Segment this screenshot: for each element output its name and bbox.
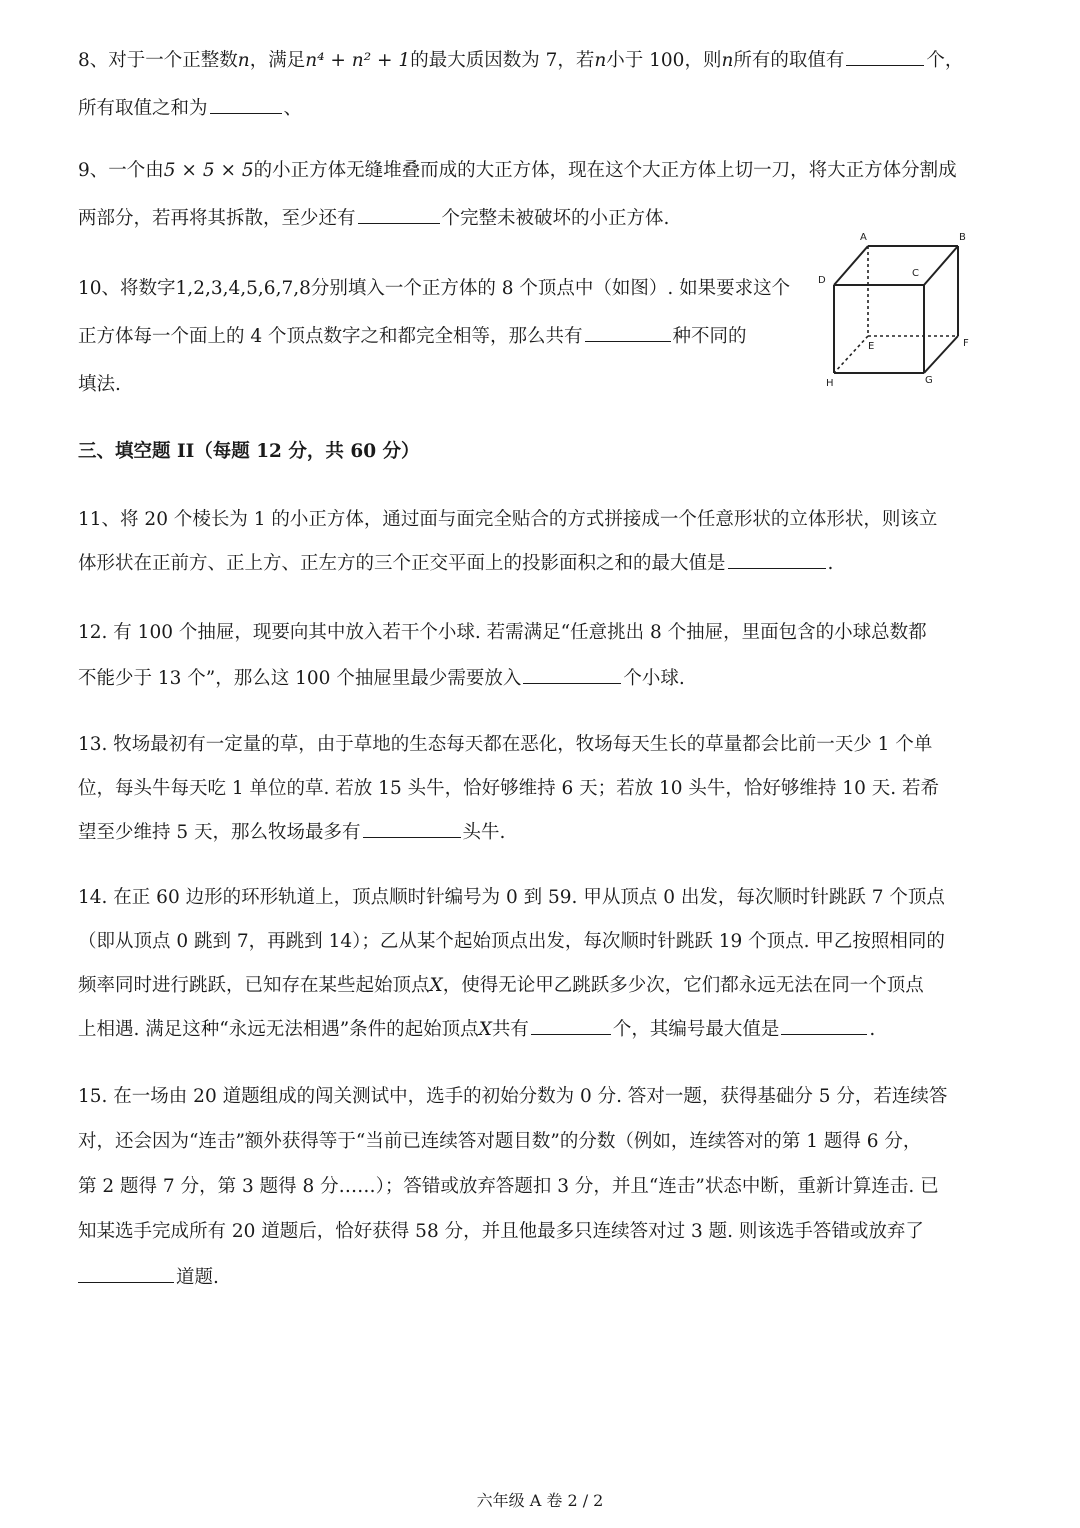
- answer-blank-q9[interactable]: [358, 205, 440, 224]
- q15-line-2: 对，还会因为“连击”额外获得等于“当前已连续答对题目数”的分数（例如，连续答对的第 1 题得 6 分，: [78, 1131, 922, 1152]
- q9-line-2: 两部分，若再将其拆散，至少还有 个完整未被破坏的小正方体.: [78, 204, 669, 230]
- q9-line-1: 9、一个由5 × 5 × 5的小正方体无缝堆叠而成的大正方体，现在这个大正方体上切一刀，将大正方体分割成: [78, 160, 957, 181]
- edge-bc: [924, 246, 958, 285]
- q14-line-2: （即从顶点 0 跳到 7，再跳到 14）；乙从某个起始顶点出发，每次顺时针跳跃 19 个顶点. 甲乙按照相同的: [78, 931, 945, 952]
- q9-expression: 5 × 5 × 5: [163, 160, 254, 181]
- q10-line-3: 填法.: [78, 374, 121, 395]
- q12-line-2: 不能少于 13 个”，那么这 100 个抽屉里最少需要放入 个小球.: [78, 664, 685, 690]
- q8-expression: n⁴ + n² + 1: [305, 50, 411, 71]
- vertex-label-h: H: [826, 378, 834, 389]
- q13-line-3: 望至少维持 5 天，那么牧场最多有 头牛.: [78, 818, 505, 844]
- q8-line-2: 所有取值之和为 、: [78, 94, 302, 120]
- answer-blank-q15[interactable]: [78, 1264, 174, 1283]
- q14-line-1: 14. 在正 60 边形的环形轨道上，顶点顺时针编号为 0 到 59. 甲从顶点 0 出发，每次顺时针跳跃 7 个顶点: [78, 887, 945, 908]
- q15-line-5: 道题.: [78, 1263, 219, 1289]
- vertex-label-a: A: [860, 232, 867, 243]
- q11-line-2: 体形状在正前方、正上方、正左方的三个正交平面上的投影面积之和的最大值是 .: [78, 549, 833, 575]
- cube-figure: [812, 228, 992, 392]
- q8-line-1: 8、对于一个正整数n，满足n⁴ + n² + 1的最大质因数为 7，若n小于 100，则n所有的取值有 个，: [78, 46, 963, 72]
- vertex-label-g: G: [925, 375, 933, 386]
- vertex-label-e: E: [868, 341, 875, 352]
- vertex-label-f: F: [963, 338, 969, 349]
- q12-line-1: 12. 有 100 个抽屉，现要向其中放入若干个小球. 若需满足“任意挑出 8 个抽屉，里面包含的小球总数都: [78, 622, 927, 643]
- q10-line-2: 正方体每一个面上的 4 个顶点数字之和都完全相等，那么共有 种不同的: [78, 322, 747, 348]
- vertex-label-c: C: [912, 268, 919, 279]
- q15-line-4: 知某选手完成所有 20 道题后，恰好获得 58 分，并且他最多只连续答对过 3 题. 则该选手答错或放弃了: [78, 1221, 924, 1242]
- q14-line-4: 上相遇. 满足这种“永远无法相遇”条件的起始顶点X共有 个，其编号最大值是 .: [78, 1015, 875, 1041]
- answer-blank-q11[interactable]: [728, 550, 826, 569]
- q15-line-3: 第 2 题得 7 分，第 3 题得 8 分……）；答错或放弃答题扣 3 分，并且“连击”状态中断，重新计算连击. 已: [78, 1176, 939, 1197]
- answer-blank-q14-max[interactable]: [781, 1016, 867, 1035]
- answer-blank-q14-count[interactable]: [531, 1016, 611, 1035]
- hidden-edge-eh: [834, 336, 868, 373]
- edge-fg: [924, 336, 958, 373]
- page-footer: 六年级 A 卷 2 / 2: [476, 1491, 604, 1510]
- answer-blank-q10[interactable]: [585, 323, 671, 342]
- answer-blank-q8-sum[interactable]: [210, 95, 282, 114]
- edge-da: [834, 246, 868, 285]
- q10-line-1: 10、将数字1,2,3,4,5,6,7,8分别填入一个正方体的 8 个顶点中（如图）. 如果要求这个: [78, 278, 791, 299]
- vertex-label-b: B: [959, 232, 966, 243]
- q13-line-2: 位，每头牛每天吃 1 单位的草. 若放 15 头牛，恰好够维持 6 天；若放 10 头牛，恰好够维持 10 天. 若希: [78, 778, 939, 799]
- q15-line-1: 15. 在一场由 20 道题组成的闯关测试中，选手的初始分数为 0 分. 答对一题，获得基础分 5 分，若连续答: [78, 1086, 948, 1107]
- vertex-label-d: D: [818, 275, 826, 286]
- section-3-heading: 三、填空题 II（每题 12 分，共 60 分）: [78, 441, 420, 462]
- answer-blank-q13[interactable]: [363, 819, 461, 838]
- q11-line-1: 11、将 20 个棱长为 1 的小正方体，通过面与面完全贴合的方式拼接成一个任意形状的立体形状，则该立: [78, 509, 938, 530]
- q14-line-3: 频率同时进行跳跃，已知存在某些起始顶点X，使得无论甲乙跳跃多少次，它们都永远无法在同一个顶点: [78, 975, 924, 996]
- answer-blank-q8-count[interactable]: [846, 47, 924, 66]
- answer-blank-q12[interactable]: [523, 665, 621, 684]
- q13-line-1: 13. 牧场最初有一定量的草，由于草地的生态每天都在恶化，牧场每天生长的草量都会比前一天少 1 个单: [78, 734, 933, 755]
